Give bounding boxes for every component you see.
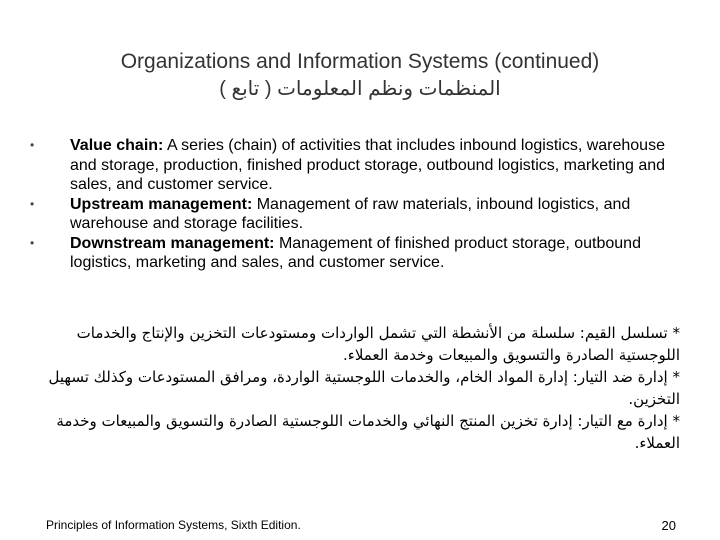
arabic-notes [40,322,680,454]
bullet-dot-icon: • [30,138,35,152]
bullet-list [24,136,696,273]
bullet-dot-icon: • [30,196,35,211]
bullet-term: Value chain: [70,137,164,154]
bullet-text: Management of finished product storage, outbound logistics, marketing and sales, and customer service. [70,234,641,271]
bullet-dot-icon: • [30,235,35,250]
slide-title-english: Organizations and Information Systems (continued) [120,50,600,73]
bullet-upstream-management [24,195,696,234]
arabic-note-upstream: * إدارة ضد التيار: إدارة المواد الخام، والخدمات اللوجستية الواردة، ومرافق المستودعات وكذلك تسهيل التخزين. [48,368,680,408]
page-number: 20 [661,518,676,533]
slide-title [40,48,680,102]
arabic-note-value-chain: * تسلسل القيم: سلسلة من الأنشطة التي تشمل الواردات ومستودعات التخزين والإنتاج والخدمات اللوجستية الصادرة والتسويق والمبيعات وخدمة العملاء. [76,324,680,364]
footer-source: Principles of Information Systems, Sixth Edition. [46,518,301,532]
bullet-text: Management of raw materials, inbound logistics, and warehouse and storage facilities. [70,195,631,232]
bullet-term: Downstream management: [70,234,275,252]
bullet-value-chain [24,136,696,195]
arabic-note-downstream: * إدارة مع التيار: إدارة تخزين المنتج النهائي والخدمات اللوجستية الصادرة والتسويق والمبيعات وخدمة العملاء. [56,412,680,452]
bullet-text: A series (chain) of activities that includes inbound logistics, warehouse and storage, production, finished product storage, outbound logistics, marketing and sales, and customer service. [70,137,666,193]
bullet-downstream-management [24,234,696,273]
slide-title-arabic: المنظمات ونظم المعلومات ( تابع ) [219,78,501,100]
bullet-term: Upstream management: [70,195,253,213]
